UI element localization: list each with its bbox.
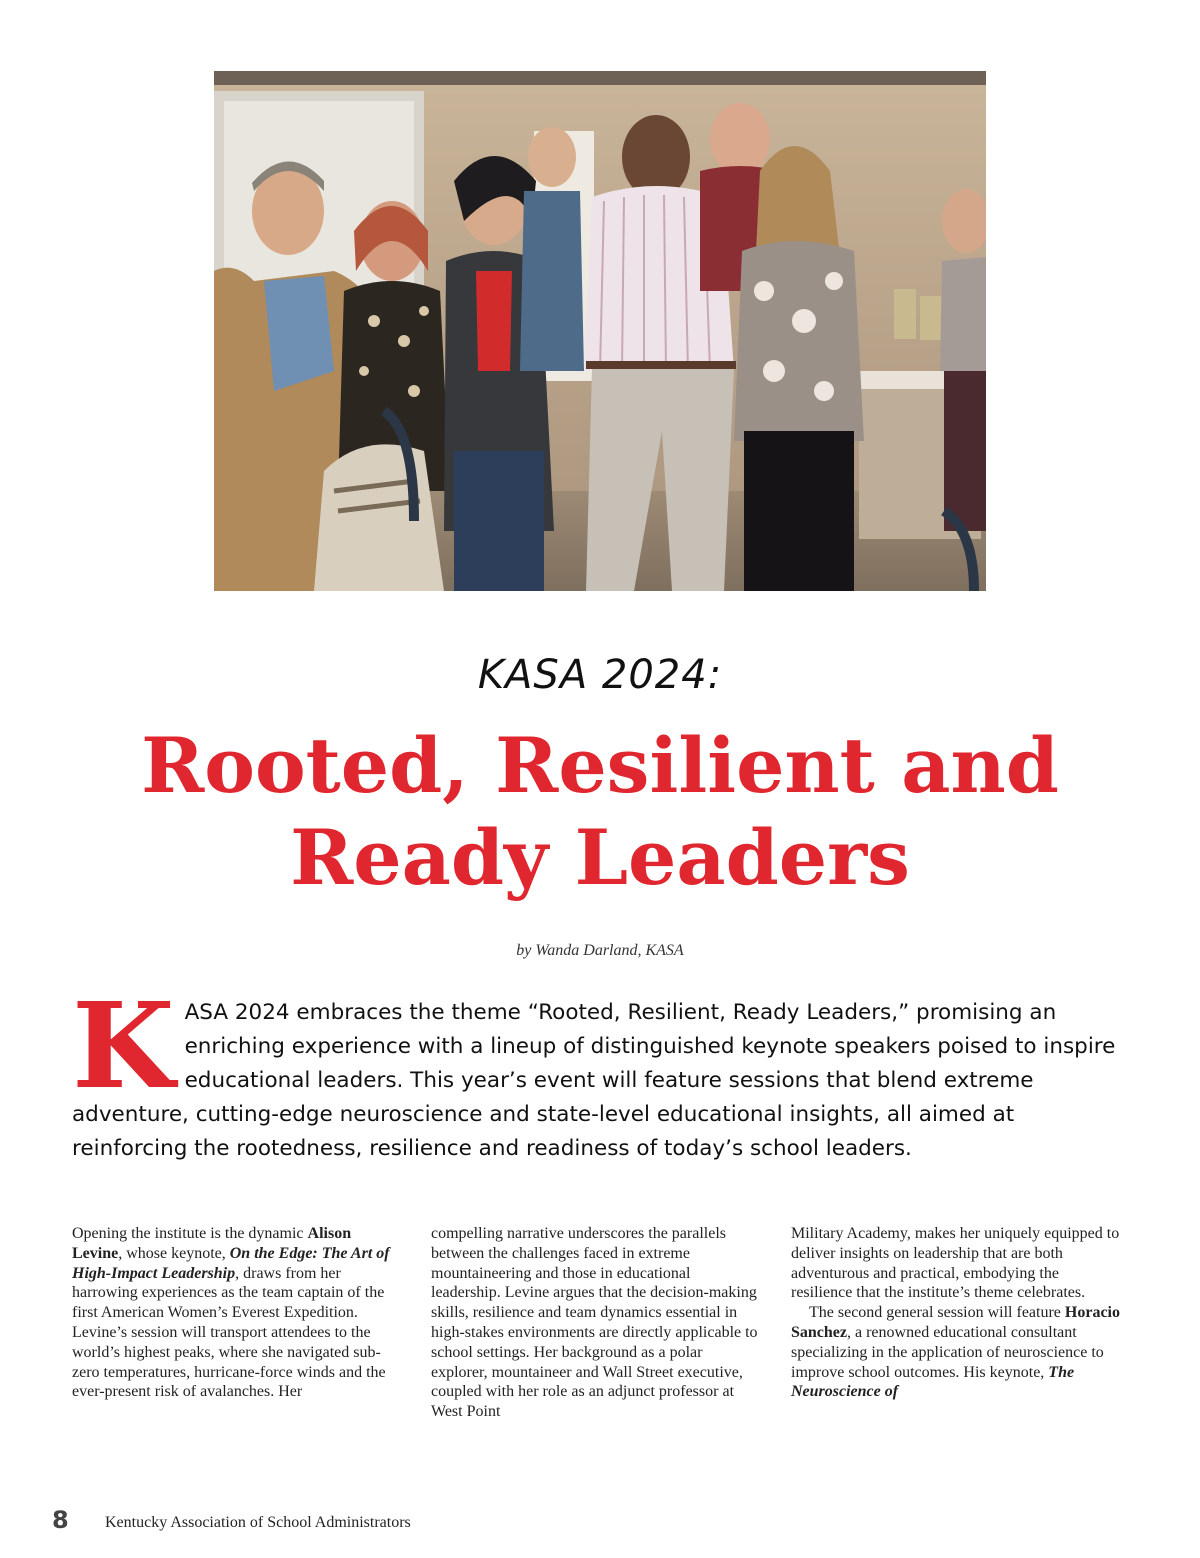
article-headline [40, 720, 1160, 904]
body-column-3 [791, 1224, 1121, 1402]
headline-line-2: Ready Leaders [290, 813, 910, 902]
event-photo-illustration [214, 71, 986, 591]
speaker-name: Horacio Sanchez [791, 1304, 1120, 1341]
event-photo [214, 71, 986, 591]
body-text: The second general session will feature [809, 1304, 1065, 1322]
keynote-title: The Neuroscience of [791, 1363, 1075, 1401]
intro-paragraph [72, 976, 1132, 1166]
body-paragraph: compelling narrative underscores the parallels between the challenges faced in extreme mountaineering and those in educational leadership. Levine argues that the decision-making skills, resilience and team dynamics essential in high-stakes environments are directly applicable to school settings. Her background as a polar explorer, mountaineer and Wall Street executive, coupled with her role as an adjunct professor at West Point [431, 1225, 758, 1421]
body-column-1 [72, 1224, 402, 1402]
page-number: 8 [52, 1506, 69, 1534]
body-column-2 [431, 1224, 761, 1422]
body-text: , whose keynote, [118, 1244, 230, 1262]
intro-text: ASA 2024 embraces the theme “Rooted, Resilient, Ready Leaders,” promising an enriching experience with a lineup of distinguished keynote speakers poised to inspire educational leaders. This year’s event will feature sessions that blend extreme adventure, cutting-edge neuroscience and state-level educational insights, all aimed at reinforcing the rootedness, resilience and readiness of today’s school leaders. [72, 1000, 1116, 1161]
drop-cap: K [72, 976, 175, 1115]
byline: by Wanda Darland, KASA [516, 942, 684, 959]
article-kicker: KASA 2024: [477, 652, 723, 698]
publication-name: Kentucky Association of School Administrators [105, 1514, 411, 1531]
body-text: Opening the institute is the dynamic [72, 1225, 308, 1242]
body-paragraph [791, 1303, 1121, 1402]
body-paragraph: Military Academy, makes her uniquely equipped to deliver insights on leadership that are both adventurous and practical, embodying the resilience that the institute’s theme celebrates. [791, 1225, 1120, 1302]
headline-line-1: Rooted, Resilient and [141, 721, 1059, 810]
keynote-title: On the Edge: The Art of High-Impact Leadership [72, 1244, 390, 1282]
speaker-name: Alison Levine [72, 1225, 352, 1262]
body-text: , draws from her harrowing experiences as the team captain of the first American Women’s Everest Expedition. Levine’s session will transport attendees to the world’s highest peaks, where she navigated sub-zero temperatures, hurricane-force winds and the ever-present risk of avalanches. Her [72, 1264, 386, 1401]
body-paragraph [72, 1224, 402, 1402]
body-text: , a renowned educational consultant specializing in the application of neuroscience to improve school outcomes. His keynote, [791, 1323, 1104, 1381]
